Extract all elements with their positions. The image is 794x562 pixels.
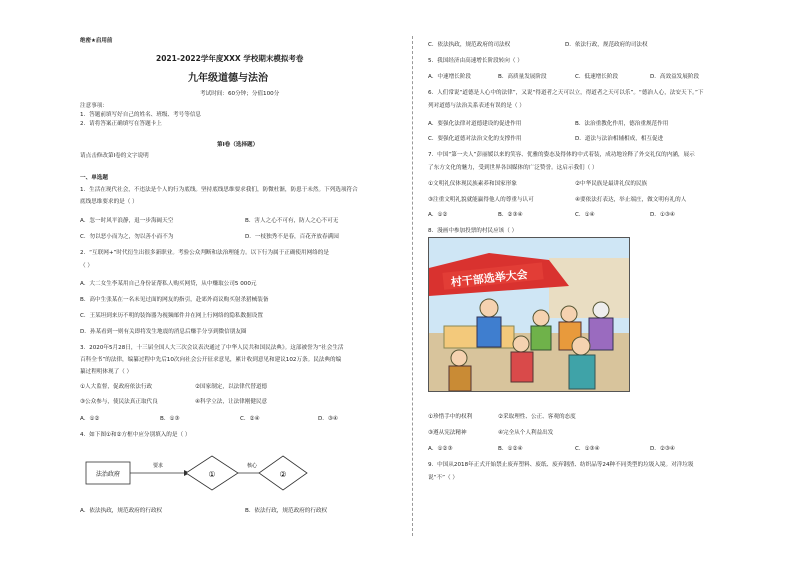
option-b[interactable]: B．高质量发展阶段 <box>498 74 547 80</box>
exam-title: 2021-2022学年度XXX 学校期末模拟考卷 <box>156 54 304 63</box>
statement-item: ④科学立法，让法律刚健民意 <box>195 399 268 405</box>
statement-item: ②国家制定，以法律代替道德 <box>195 384 268 390</box>
option-c[interactable]: C．要强化道德对法治文化的支撑作用 <box>428 136 522 142</box>
option-c[interactable]: C．依法执政，规范政府的司法权 <box>428 42 511 48</box>
question-stem: 底线思维要求的是（ ） <box>80 199 138 205</box>
option-d[interactable]: D．②③④ <box>650 446 675 452</box>
option-a[interactable]: A．中速增长阶段 <box>428 74 471 80</box>
question-stem: 5．我国经济由高速增长阶段转向（ ） <box>428 58 523 64</box>
banner-text: 村干部选举大会 <box>450 267 529 289</box>
question-stem: 9．中国从2018年正式开始禁止废弃塑料、废纸、废弃钢渣、纺织品等24种不同类型的垃圾入境。对洋垃圾 <box>428 462 694 468</box>
option-d[interactable]: D．道法与法治相辅相成，相互促进 <box>575 136 664 142</box>
statement-item: ③公众参与，使民法真正取代良 <box>80 399 158 405</box>
question-stem: 3．2020年5月28日，十三届全国人大三次会议表决通过了中华人民共和国民法典》。这部被誉为“社会生活 <box>80 345 344 351</box>
notes-heading: 注意事项： <box>80 103 108 109</box>
option-c[interactable]: C．低速增长阶段 <box>575 74 619 80</box>
option-d[interactable]: D．③④ <box>318 416 338 422</box>
subject-title: 九年级道德与法治 <box>188 73 268 84</box>
arrow-label: 核心 <box>246 463 258 469</box>
option-c[interactable]: C．王某坦到来历不明的装饰器为视频邮件并在网上行网络的隐私数据设置 <box>80 313 263 319</box>
question-stem: 1．生活在现代社会，不违法是个人的行为底线。坚持底线思维要求我们，防微杜渐，防患于未然。下列选项符合 <box>80 187 358 193</box>
column-divider <box>412 36 413 536</box>
question-stem: 7．中国“第一夫人”彭丽媛以来的笑容、优雅的姿态及得体的中式着装，成功地诠释了外交礼仪的内涵，展示 <box>428 152 695 158</box>
option-a[interactable]: A．①②③ <box>428 446 453 452</box>
option-c[interactable]: C．勿以恶小而为之，勿以善小而不为 <box>80 234 174 240</box>
option-a[interactable]: A．要强化法律对道德建设的促进作用 <box>428 121 522 127</box>
option-a[interactable]: A．依法执政，规范政府的行政权 <box>80 508 163 514</box>
option-b[interactable]: B．高中生张某在一名未见过面的网友的指引，赴郊外商议购买射杀猎械装备 <box>80 297 269 303</box>
question-stem: 了东方文化的魅力，受到世界各国媒体的广泛赞誉。这启示我们（ ） <box>428 165 598 171</box>
question-stem: 说“不”（ ） <box>428 475 458 481</box>
election-cartoon <box>428 237 630 392</box>
option-b[interactable]: B．②③④ <box>498 212 523 218</box>
diagram-box-label: 法治政府 <box>95 471 121 478</box>
option-a[interactable]: A．忽一时风平浪静，退一步海阔天空 <box>80 218 174 224</box>
option-b[interactable]: B．①③ <box>160 416 180 422</box>
flow-diagram <box>80 448 310 504</box>
question-stem: （ ） <box>80 263 93 269</box>
statement-item: ③注重文明礼貌就能赢得他人的尊重与认可 <box>428 197 534 203</box>
question-stem: 2．“互联网+”时代衍生出很多新职业。考验公众判断和法治理能力。以下行为属于正确使用网络的是 <box>80 250 329 256</box>
option-c[interactable]: C．①③④ <box>575 446 600 452</box>
question-stem: 纂过程明体现了（ ） <box>80 369 133 375</box>
note-item: 2．请将答案正确填写在答题卡上 <box>80 121 162 127</box>
diamond-label: ① <box>208 470 216 479</box>
option-c[interactable]: C．②④ <box>240 416 260 422</box>
question-stem: 4．如下图①和②方框中应分别填入的是（ ） <box>80 432 191 438</box>
option-b[interactable]: B．依法行政，规范政府的行政权 <box>245 508 328 514</box>
note-item: 1．答题前填写好自己的姓名、班级、考号等信息 <box>80 112 202 118</box>
question-stem: 8．漫画中参加投票的村民应该（ ） <box>428 228 518 234</box>
part-title: 一、单选题 <box>80 175 108 181</box>
option-a[interactable]: A．①② <box>428 212 448 218</box>
option-d[interactable]: D．①③④ <box>650 212 675 218</box>
statement-item: ①文明礼仪体现民族素养和国家形象 <box>428 181 517 187</box>
option-d[interactable]: D．依法行政，规范政府的司法权 <box>565 42 648 48</box>
option-b[interactable]: B．害人之心不可有，防人之心不可无 <box>245 218 339 224</box>
statement-item: ②采取理性、公正、客观的态度 <box>498 414 576 420</box>
option-a[interactable]: A．大二女生李某用自己身份证帮私人购买网贷，从中赚取公司5 000元 <box>80 281 257 287</box>
statement-item: ①人大监督，促政府依法行政 <box>80 384 153 390</box>
statement-item: ④要依法打表达，举止端庄，做文明有礼的人 <box>575 197 687 203</box>
statement-item: ②中华民族是最讲礼仪的民族 <box>575 181 648 187</box>
question-stem: 列对道德与法治关系表述有误的是（ ） <box>428 103 525 109</box>
option-a[interactable]: A．①② <box>80 416 100 422</box>
option-d[interactable]: D．孙某看到一则有关即将发生地震的消息后赚手分享到微信朋友圈 <box>80 329 247 335</box>
section-instruction: 请点击修改第I卷的文字说明 <box>80 153 149 159</box>
cartoon-image <box>429 238 629 391</box>
question-stem: 6．人们常说“道德是人心中的法律”，又说“得道者之天可以立，得道者之天可以乐”。“德治人心，法安天下。”下 <box>428 90 704 96</box>
option-d[interactable]: D．一枝独秀不是春，百花齐放春满园 <box>245 234 339 240</box>
question-stem: 百科全书”的法律，编纂过程中先后10次向社会公开征求意见，累计收到意见和建议102万条。民法典的编 <box>80 357 342 363</box>
statement-item: ①珍惜手中的权利 <box>428 414 473 420</box>
option-c[interactable]: C．①④ <box>575 212 595 218</box>
option-b[interactable]: B．①②④ <box>498 446 523 452</box>
section-title: 第I卷（选择题） <box>217 142 259 148</box>
statement-item: ④完全从个人利益出发 <box>498 430 554 436</box>
option-b[interactable]: B．法治重教化作用，德治重规范作用 <box>575 121 669 127</box>
statement-item: ③遵从宪法精神 <box>428 430 467 436</box>
option-d[interactable]: D．高效益发展阶段 <box>650 74 700 80</box>
exam-meta: 考试时间：60分钟；分值100分 <box>200 91 280 97</box>
secret-label: 绝密★启用前 <box>80 38 113 44</box>
diamond-label: ② <box>279 470 287 479</box>
arrow-label: 要求 <box>152 463 164 469</box>
